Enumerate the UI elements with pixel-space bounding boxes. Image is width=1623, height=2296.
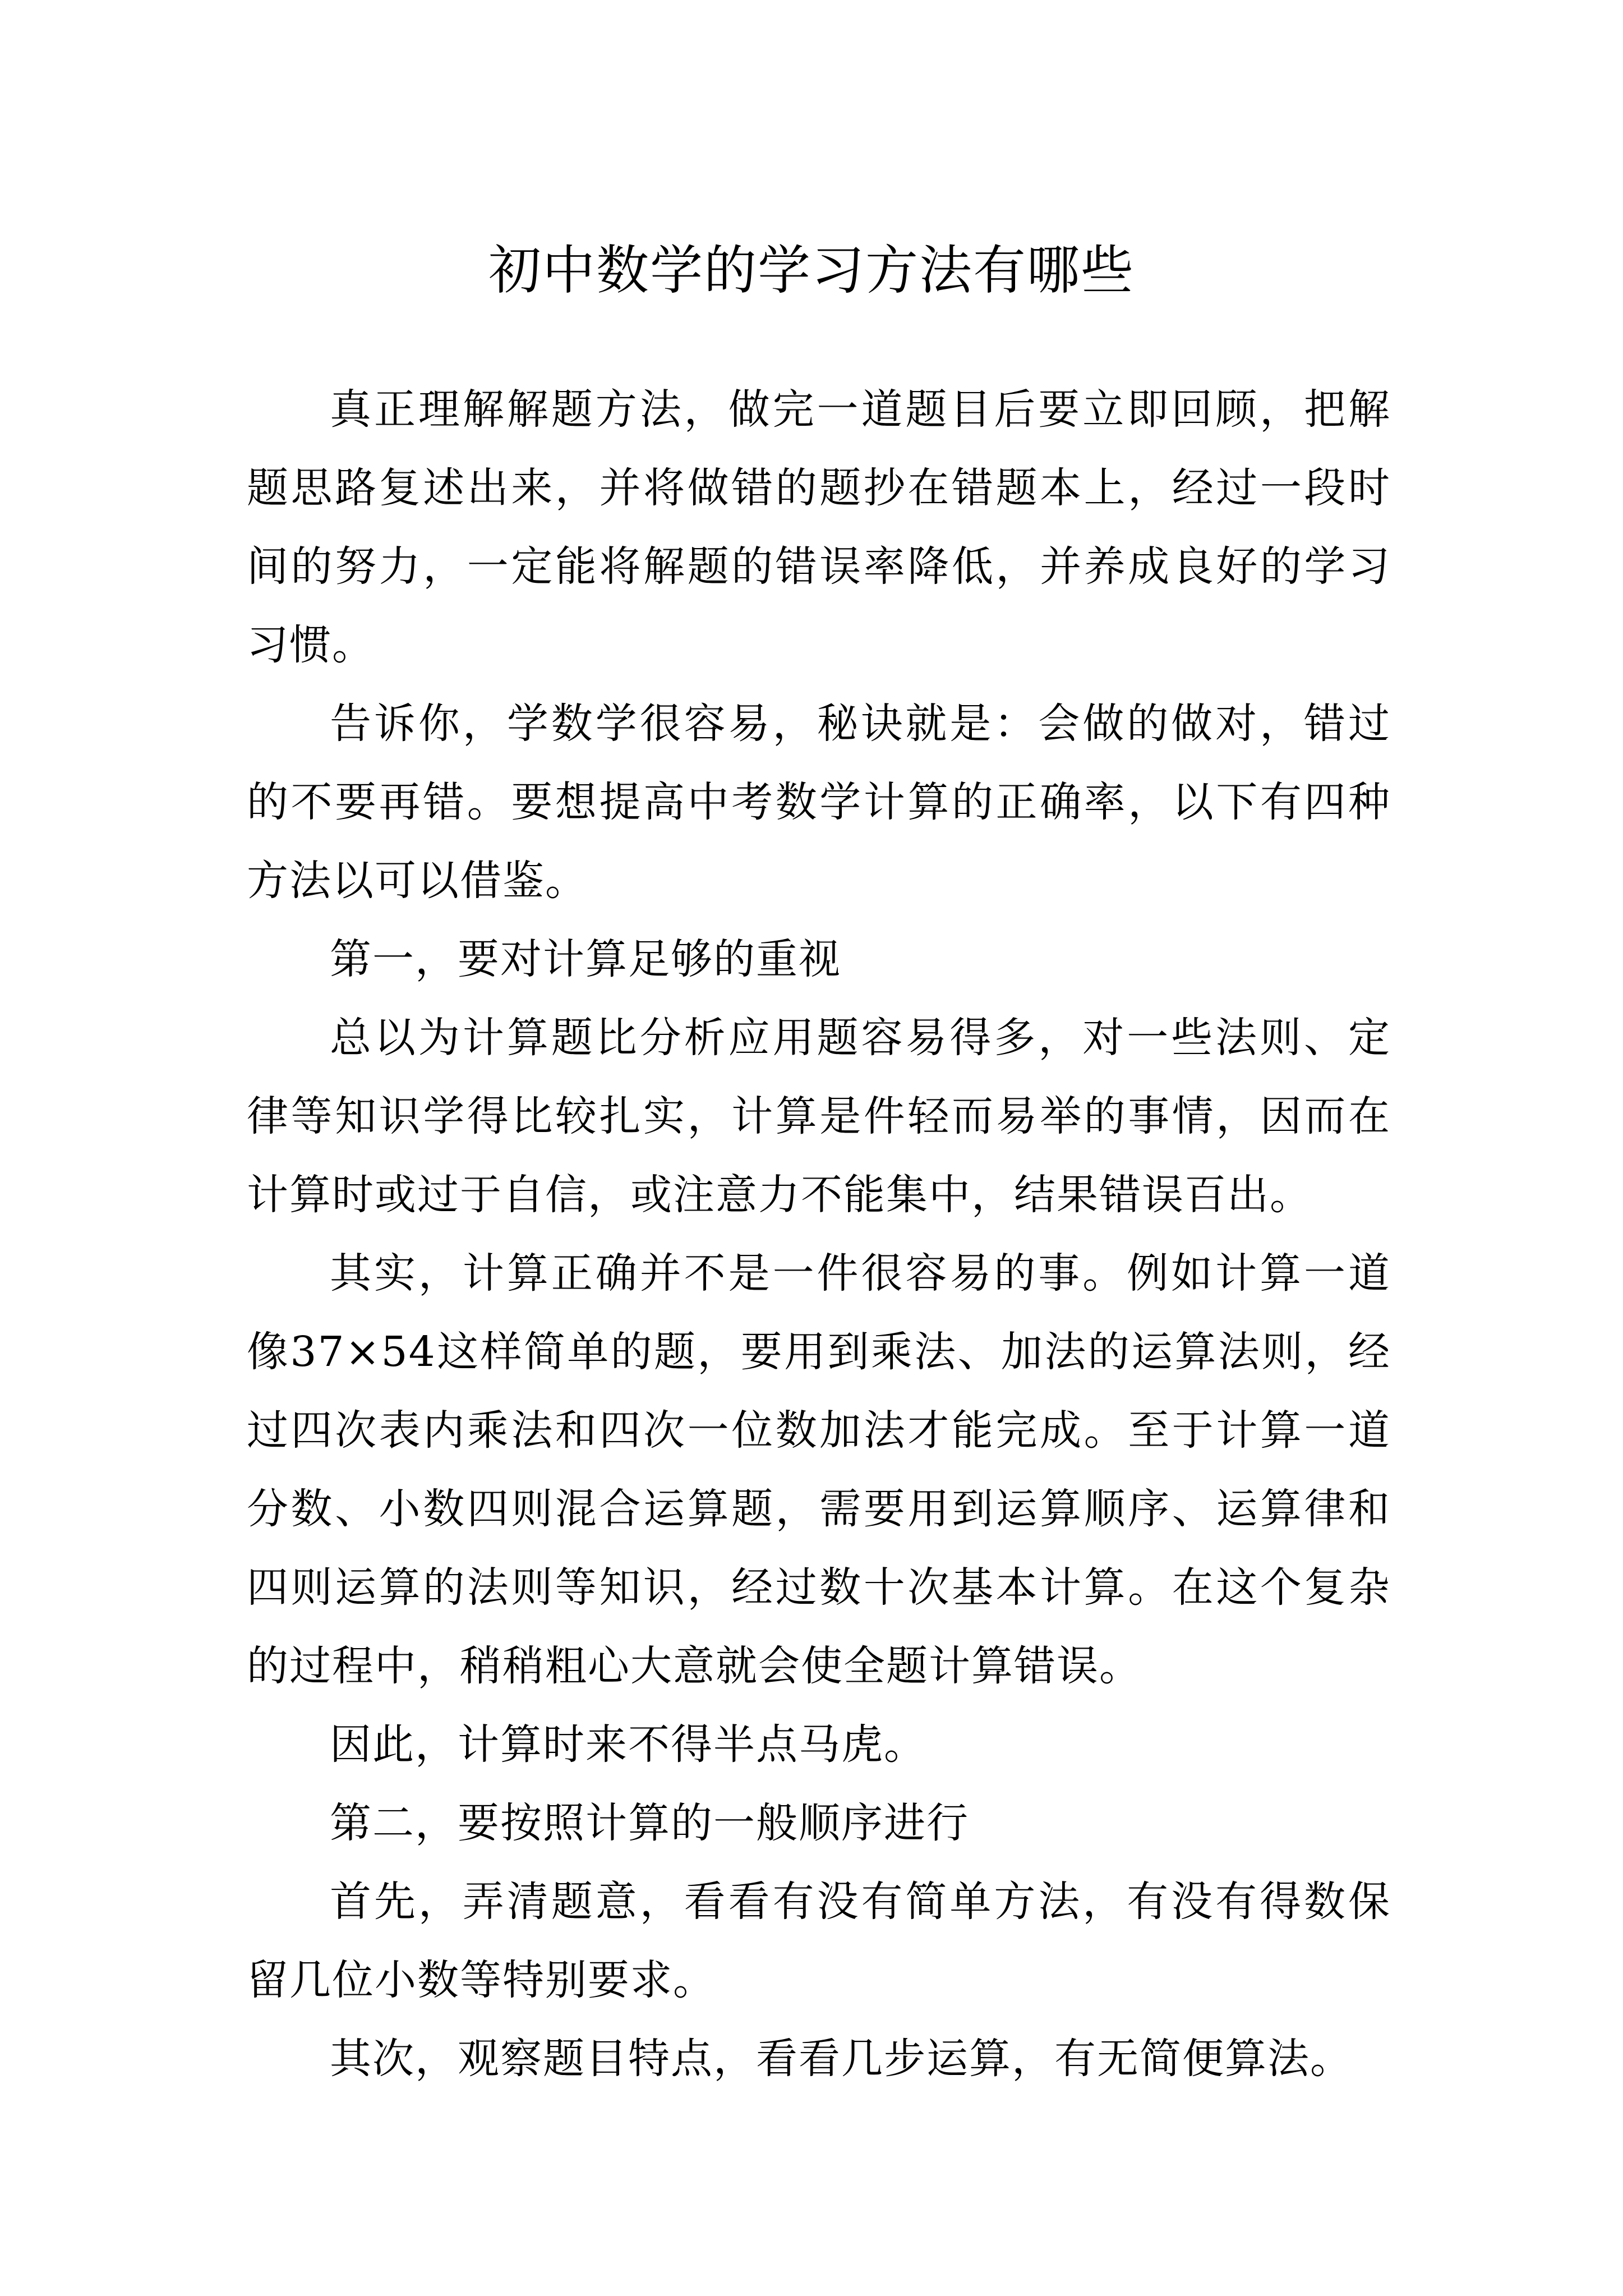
paragraph-second-step: 其次，观察题目特点，看看几步运算，有无简便算法。	[330, 2035, 1353, 2083]
paragraph-heading-first: 第一，要对计算足够的重视	[330, 935, 841, 983]
document-body	[247, 370, 1391, 2098]
paragraph-secret: 告诉你，学数学很容易，秘诀就是：会做的做对，错过的不要再错。要想提高中考数学计算的正确率，以下有四种方法以可以借鉴。	[247, 700, 1391, 905]
paragraph-no-carelessness: 因此，计算时来不得半点马虎。	[330, 1720, 926, 1769]
document-title: 初中数学的学习方法有哪些	[488, 240, 1135, 301]
paragraph-heading-second: 第二，要按照计算的一般顺序进行	[330, 1799, 969, 1847]
paragraph-overconfidence: 总以为计算题比分析应用题容易得多，对一些法则、定律等知识学得比较扎实，计算是件轻而易举的事情，因而在计算时或过于自信，或注意力不能集中，结果错误百出。	[247, 1014, 1391, 1219]
paragraph-review-methods: 真正理解解题方法，做完一道题目后要立即回顾，把解题思路复述出来，并将做错的题抄在错题本上，经过一段时间的努力，一定能将解题的错误率降低，并养成良好的学习习惯。	[247, 385, 1391, 669]
paragraph-first-step: 首先，弄清题意，看看有没有简单方法，有没有得数保留几位小数等特别要求。	[247, 1878, 1391, 2004]
paragraph-calculation-example: 其实，计算正确并不是一件很容易的事。例如计算一道像37×54这样简单的题，要用到乘法、加法的运算法则，经过四次表内乘法和四次一位数加法才能完成。至于计算一道分数、小数四则混合运算题，需要用到运算顺序、运算律和四则运算的法则等知识，经过数十次基本计算。在这个复杂的过程中，稍稍粗心大意就会使全题计算错误。	[247, 1249, 1391, 1690]
